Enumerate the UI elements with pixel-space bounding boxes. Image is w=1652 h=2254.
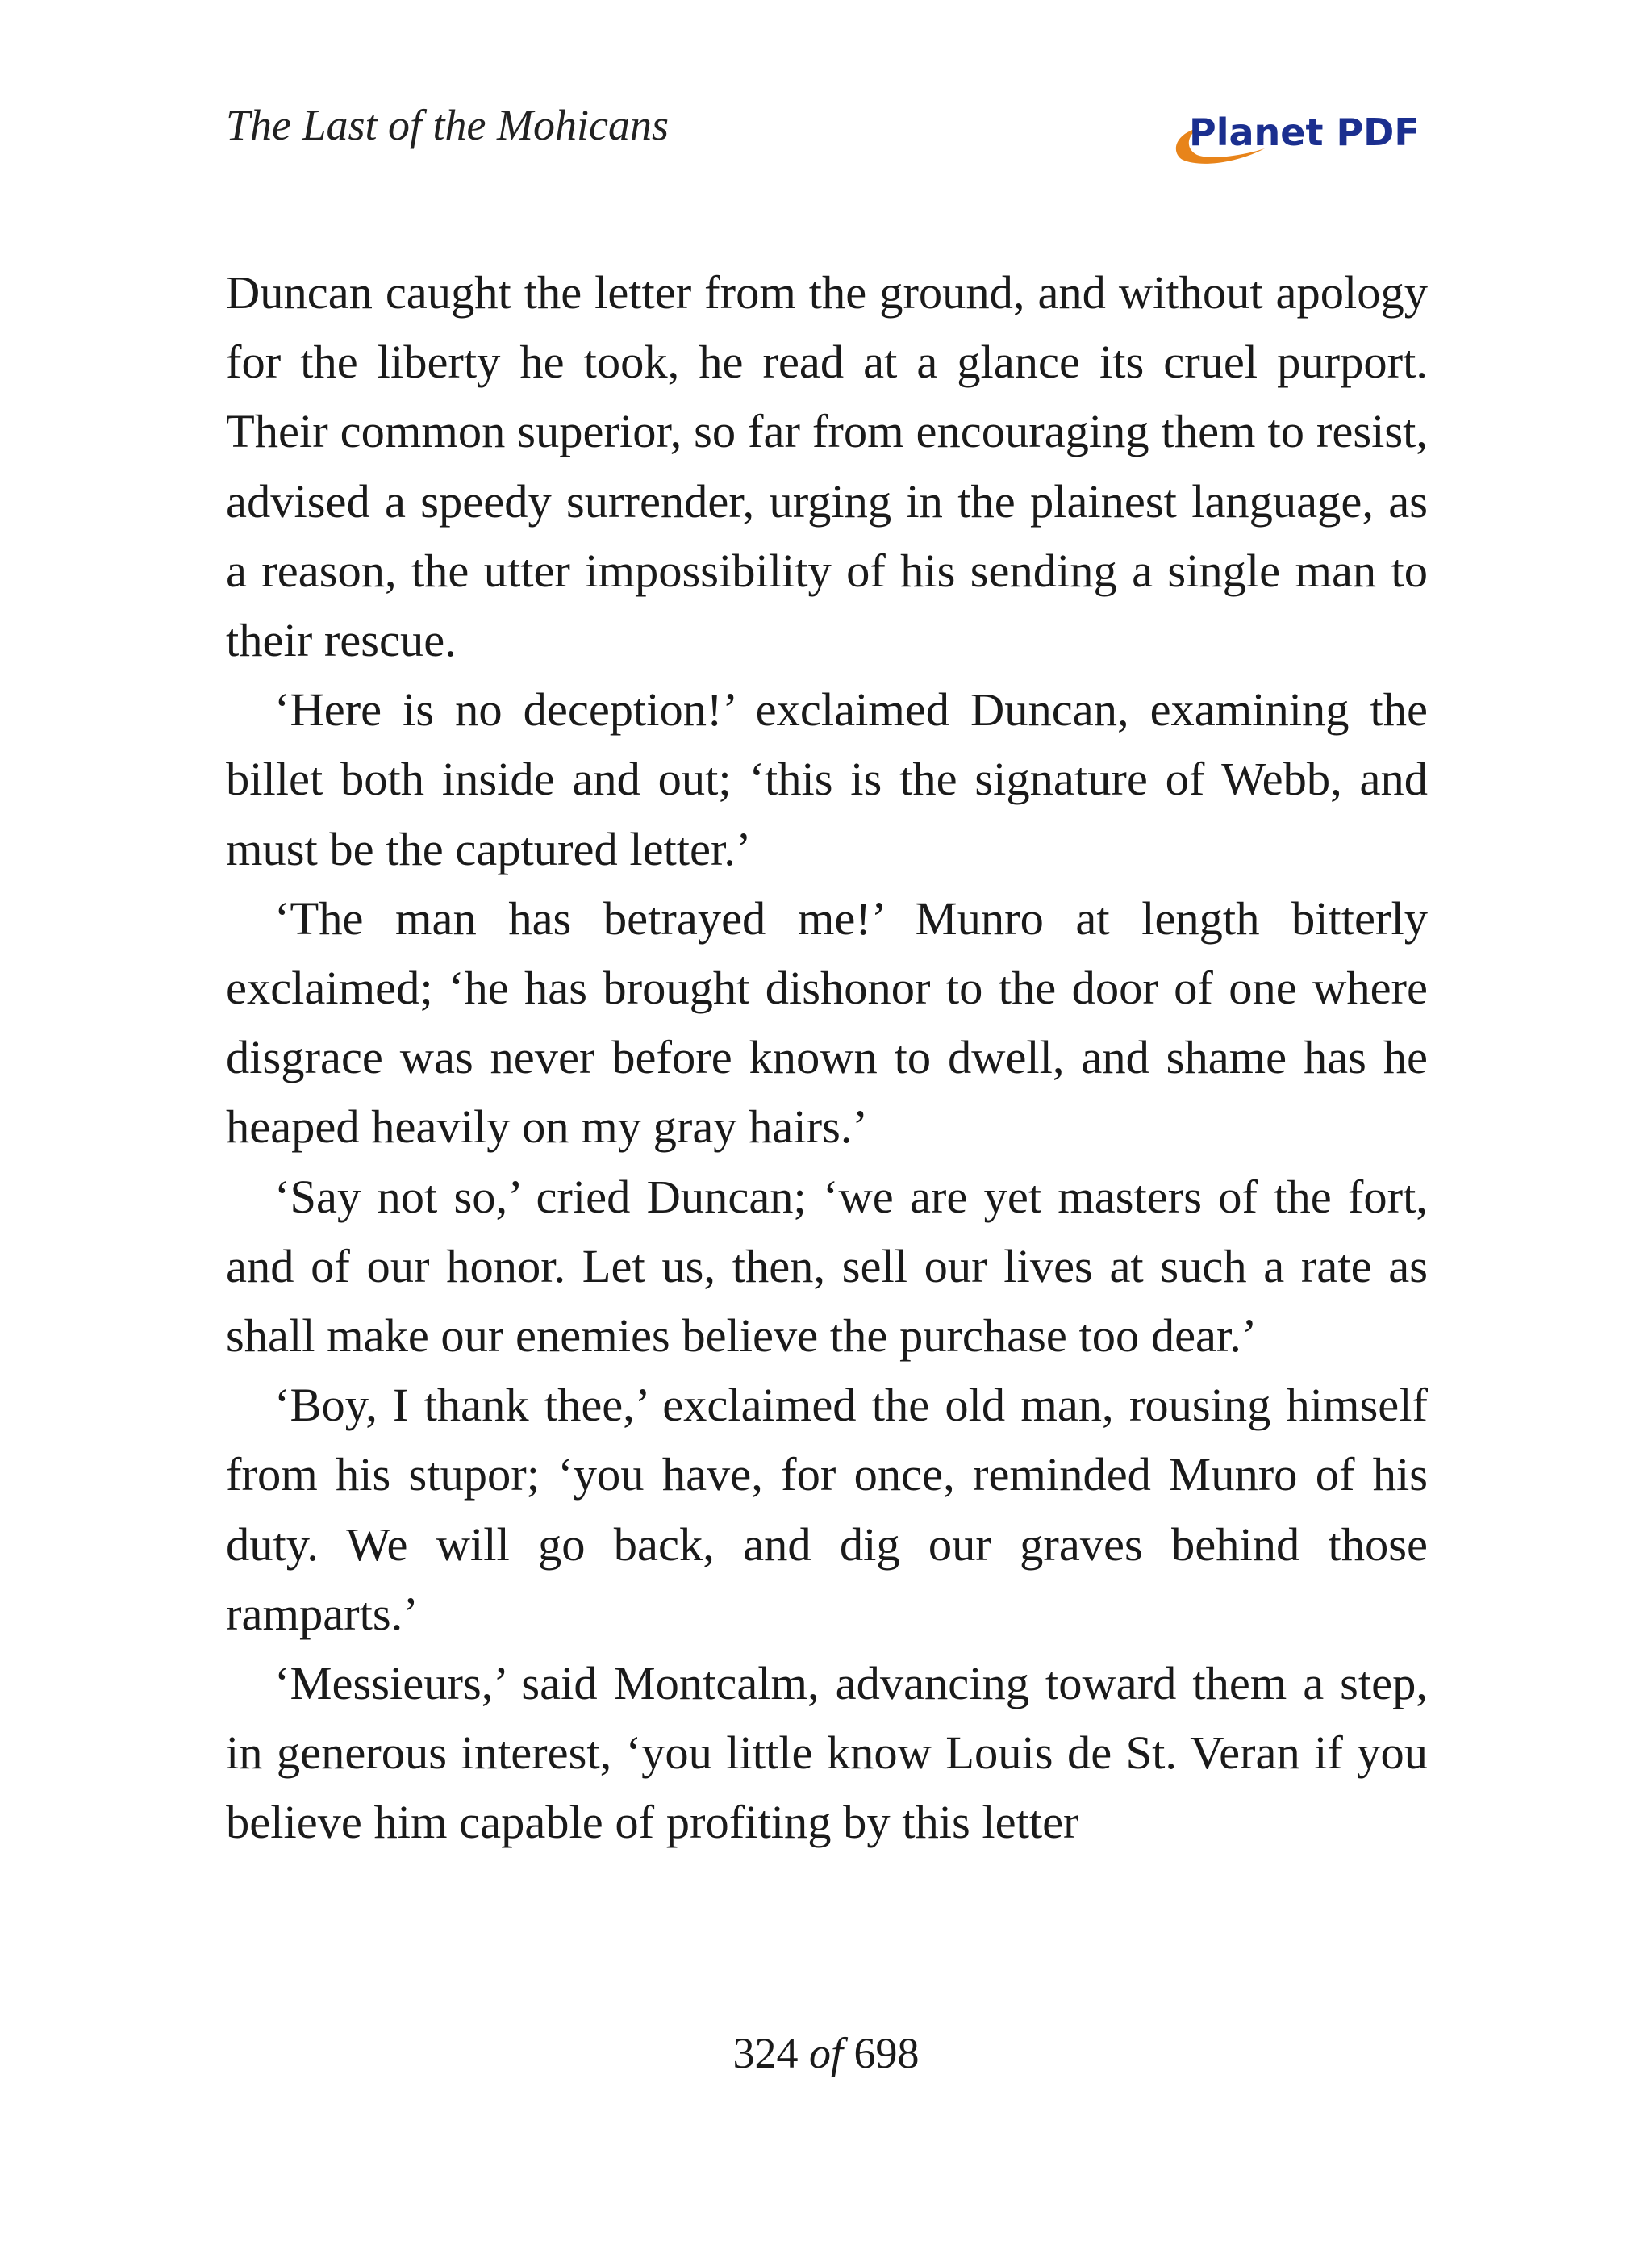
planet-pdf-logo-icon xyxy=(1168,103,1426,169)
logo-text: Planet PDF xyxy=(1189,111,1420,154)
page-number xyxy=(0,2031,1652,2075)
paragraph: ‘Messieurs,’ said Montcalm, advancing toward them a step, in generous interest, ‘you little know Louis de St. Veran if you believe him capable of profiting by this letter xyxy=(226,1657,1428,1849)
page-number-separator: of xyxy=(808,2029,843,2077)
paragraph: Duncan caught the letter from the ground, and without apology for the liberty he took, he read at a glance its cruel purport. Their common superior, so far from encouraging them to resist, advised a speedy surrender, urging in the plainest language, as a reason, the utter impossibility of his sending a single man to their rescue. xyxy=(226,266,1428,667)
page-body xyxy=(226,258,1428,1858)
planet-pdf-logo xyxy=(1168,103,1426,169)
paragraph: ‘Boy, I thank thee,’ exclaimed the old man, rousing himself from his stupor; ‘you have, for once, reminded Munro of his duty. We will go back, and dig our graves behind those ramparts.’ xyxy=(226,1379,1428,1640)
paragraph: ‘Here is no deception!’ exclaimed Duncan, examining the billet both inside and out; ‘this is the signature of Webb, and must be the captured letter.’ xyxy=(226,683,1428,875)
page-number-total: 698 xyxy=(853,2029,920,2077)
paragraph: ‘Say not so,’ cried Duncan; ‘we are yet masters of the fort, and of our honor. Let us, then, sell our lives at such a rate as shall make our enemies believe the purchase too dear.’ xyxy=(226,1170,1428,1363)
page-number-current: 324 xyxy=(732,2029,799,2077)
book-title: The Last of the Mohicans xyxy=(226,101,669,149)
paragraph: ‘The man has betrayed me!’ Munro at length bitterly exclaimed; ‘he has brought dishonor to the door of one where disgrace was never before known to dwell, and shame has he heaped heavily on my gray hairs.’ xyxy=(226,891,1428,1154)
